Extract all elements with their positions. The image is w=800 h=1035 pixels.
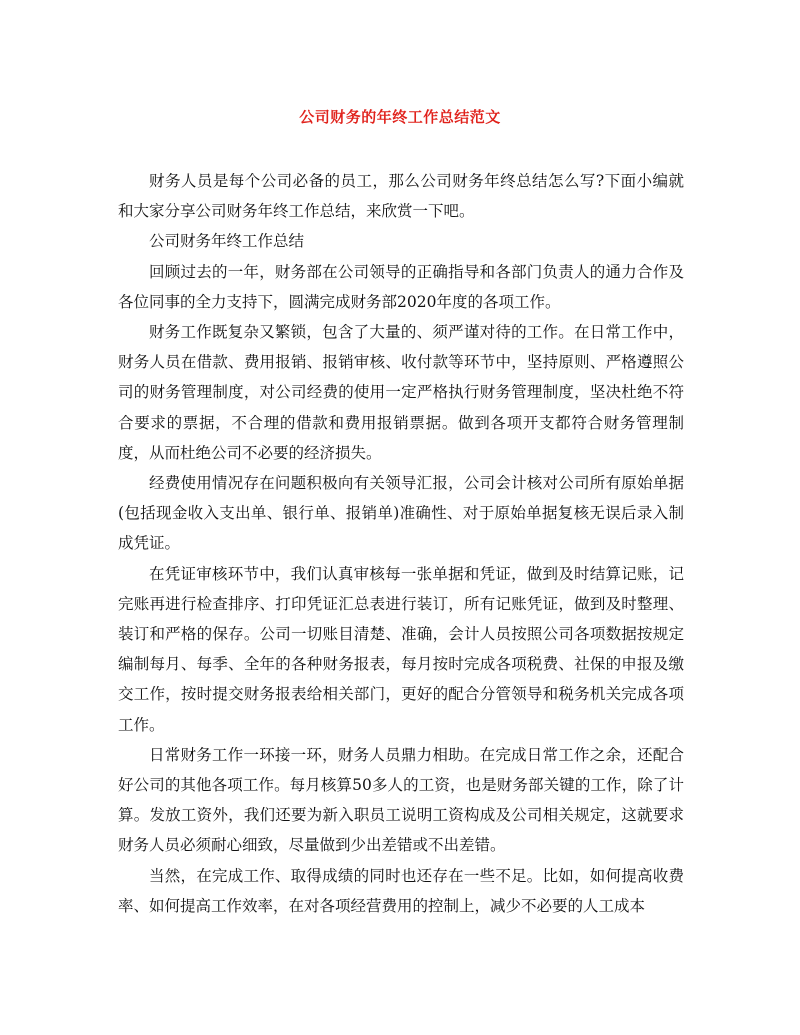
paragraph-voucher-review: 在凭证审核环节中，我们认真审核每一张单据和凭证，做到及时结算记账，记完账再进行检查排序、打印凭证汇总表进行装订，所有记账凭证，做到及时整理、装订和严格的保存。公司一切账目清楚、准确，会计人员按照公司各项数据按规定编制每月、每季、全年的各种财务报表，每月按时完成各项税费、社保的申报及缴交工作，按时提交财务报表给相关部门，更好的配合分管领导和税务机关完成各项工作。 [118, 564, 684, 734]
paragraph-expense-usage: 经费使用情况存在问题积极向有关领导汇报，公司会计核对公司所有原始单据(包括现金收入支出单、银行单、报销单)准确性、对于原始单据复核无误后录入制成凭证。 [118, 474, 684, 553]
document-body [118, 166, 684, 921]
paragraph-shortcomings: 当然，在完成工作、取得成绩的同时也还存在一些不足。比如，如何提高收费率、如何提高工作效率，在对各项经营费用的控制上，减少不必要的人工成本 [118, 866, 684, 915]
paragraph-daily-work: 财务工作既复杂又繁锁，包含了大量的、须严谨对待的工作。在日常工作中，财务人员在借款、费用报销、报销审核、收付款等环节中，坚持原则、严格遵照公司的财务管理制度，对公司经费的使用一定严格执行财务管理制度，坚决杜绝不符合要求的票据，不合理的借款和费用报销票据。做到各项开支都符合财务管理制度，从而杜绝公司不必要的经济损失。 [118, 323, 684, 462]
paragraph-intro: 财务人员是每个公司必备的员工，那么公司财务年终总结怎么写?下面小编就和大家分享公司财务年终工作总结，来欣赏一下吧。 [118, 172, 684, 221]
document-title: 公司财务的年终工作总结范文 [299, 108, 501, 126]
paragraph-review: 回顾过去的一年，财务部在公司领导的正确指导和各部门负责人的通力合作及各位同事的全力支持下，圆满完成财务部2020年度的各项工作。 [118, 262, 684, 311]
paragraph-routine-work: 日常财务工作一环接一环，财务人员鼎力相助。在完成日常工作之余，还配合好公司的其他各项工作。每月核算50多人的工资，也是财务部关键的工作，除了计算。发放工资外，我们还要为新入职员工说明工资构成及公司相关规定，这就要求财务人员必须耐心细致，尽量做到少出差错或不出差错。 [118, 745, 684, 855]
paragraph-subheading: 公司财务年终工作总结 [149, 232, 305, 251]
